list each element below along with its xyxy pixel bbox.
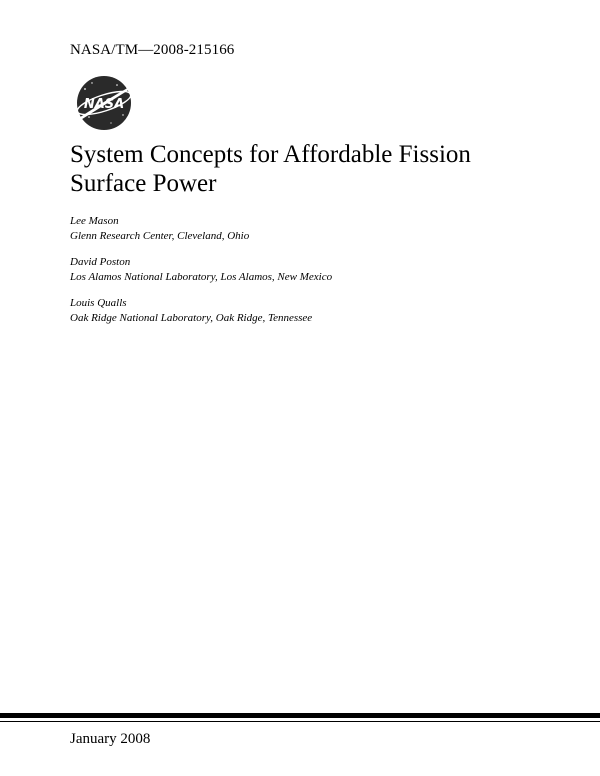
- author-block: [70, 296, 312, 326]
- author-name: Lee Mason: [70, 215, 119, 227]
- footer-rule-thin: [0, 721, 600, 722]
- author-block: [70, 255, 332, 285]
- logo-wordmark: NASA: [83, 97, 125, 112]
- author-name: Louis Qualls: [70, 297, 127, 309]
- author-affiliation: Los Alamos National Laboratory, Los Alamos, New Mexico: [70, 271, 333, 283]
- report-number: NASA/TM—2008-215166: [70, 42, 235, 58]
- author-name: David Poston: [70, 256, 131, 268]
- document-title: System Concepts for Affordable Fission Surface Power: [70, 141, 471, 197]
- nasa-meatball-logo-icon: [71, 75, 137, 131]
- footer-rule-thick: [0, 713, 600, 718]
- author-affiliation: Glenn Research Center, Cleveland, Ohio: [70, 230, 250, 242]
- publication-date: January 2008: [70, 731, 151, 747]
- author-affiliation: Oak Ridge National Laboratory, Oak Ridge, Tennessee: [70, 312, 313, 324]
- author-block: [70, 214, 249, 244]
